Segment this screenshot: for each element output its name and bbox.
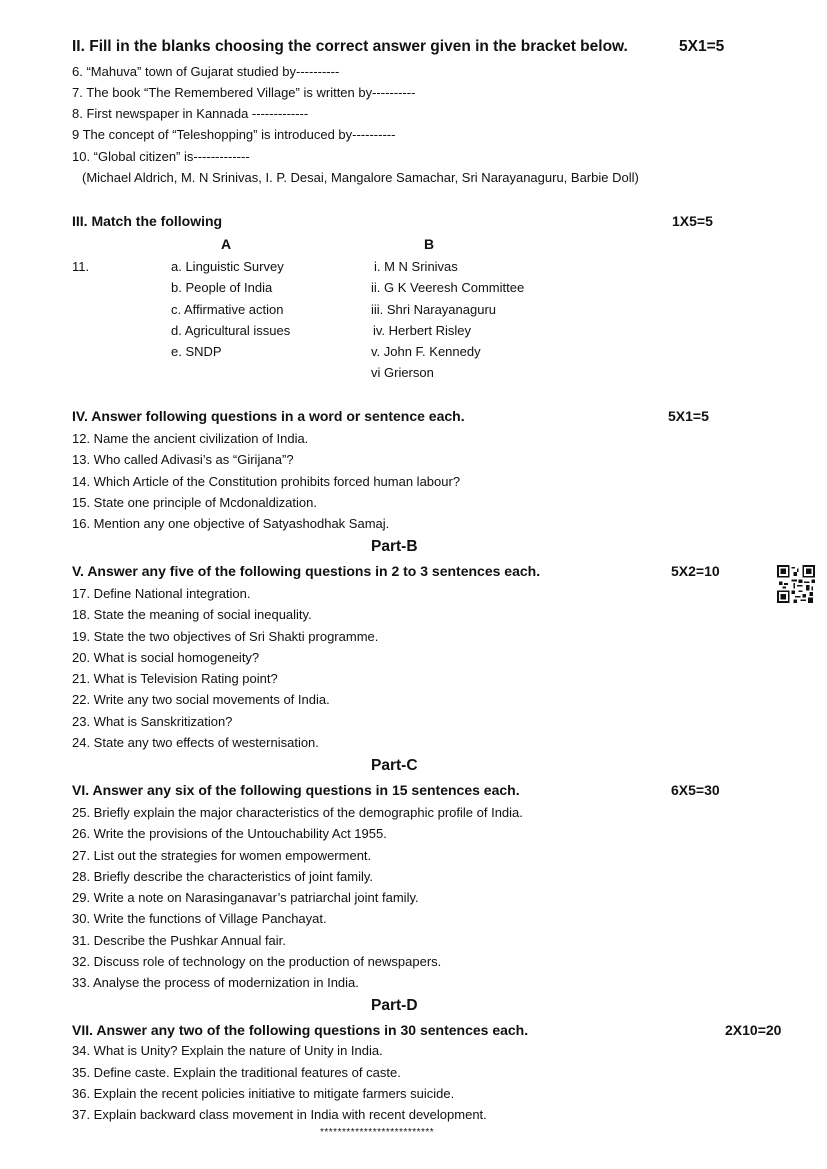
question-13: 13. Who called Adivasi’s as “Girijana”? (72, 452, 294, 467)
match-b-item: vi Grierson (371, 365, 434, 380)
question-19: 19. State the two objectives of Sri Shakti programme. (72, 629, 379, 644)
question-30: 30. Write the functions of Village Panchayat. (72, 911, 327, 926)
section-7-marks: 2X10=20 (725, 1022, 782, 1038)
part-d-heading: Part-D (371, 997, 418, 1014)
question-29: 29. Write a note on Narasinganavar’s patriarchal joint family. (72, 890, 419, 905)
section-3-title: III. Match the following (72, 213, 223, 229)
question-25: 25. Briefly explain the major characteristics of the demographic profile of India. (72, 805, 523, 820)
match-b-item: ii. G K Veeresh Committee (371, 280, 525, 295)
part-b-heading: Part-B (371, 538, 418, 555)
question-11-number: 11. (72, 259, 90, 274)
question-10: 10. “Global citizen” is------------- (72, 149, 250, 164)
question-12: 12. Name the ancient civilization of India. (72, 431, 309, 446)
section-5-marks: 5X2=10 (671, 563, 720, 579)
section-4-marks: 5X1=5 (668, 408, 709, 424)
section-3-marks: 1X5=5 (672, 213, 713, 229)
column-a-heading: A (221, 236, 232, 252)
question-17: 17. Define National integration. (72, 586, 251, 601)
section-7-title: VII. Answer any two of the following questions in 30 sentences each. (72, 1022, 529, 1038)
question-21: 21. What is Television Rating point? (72, 671, 278, 686)
question-32: 32. Discuss role of technology on the production of newspapers. (72, 954, 442, 969)
match-b-item: iii. Shri Narayanaguru (371, 302, 497, 317)
question-33: 33. Analyse the process of modernization in India. (72, 975, 359, 990)
section-5-title: V. Answer any five of the following questions in 2 to 3 sentences each. (72, 563, 541, 579)
question-8: 8. First newspaper in Kannada ------------- (72, 106, 309, 121)
question-14: 14. Which Article of the Constitution prohibits forced human labour? (72, 474, 461, 489)
match-b-item: v. John F. Kennedy (371, 344, 481, 359)
answer-options: (Michael Aldrich, M. N Srinivas, I. P. Desai, Mangalore Samachar, Sri Narayanaguru, Barbie Doll) (82, 170, 639, 185)
match-a-item: e. SNDP (171, 344, 222, 359)
question-7: 7. The book “The Remembered Village” is written by---------- (72, 85, 416, 100)
question-37: 37. Explain backward class movement in India with recent development. (72, 1107, 487, 1122)
qr-code-icon (777, 565, 815, 603)
question-26: 26. Write the provisions of the Untouchability Act 1955. (72, 826, 387, 841)
section-2-marks: 5X1=5 (679, 38, 725, 55)
question-15: 15. State one principle of Mcdonaldization. (72, 495, 317, 510)
question-28: 28. Briefly describe the characteristics of joint family. (72, 869, 374, 884)
question-16: 16. Mention any one objective of Satyashodhak Samaj. (72, 516, 390, 531)
question-31: 31. Describe the Pushkar Annual fair. (72, 933, 286, 948)
section-6-marks: 6X5=30 (671, 782, 720, 798)
question-23: 23. What is Sanskritization? (72, 714, 233, 729)
question-35: 35. Define caste. Explain the traditional features of caste. (72, 1065, 401, 1080)
match-a-item: a. Linguistic Survey (171, 259, 284, 274)
question-18: 18. State the meaning of social inequality. (72, 607, 312, 622)
question-22: 22. Write any two social movements of India. (72, 692, 330, 707)
match-b-item: i. M N Srinivas (374, 259, 458, 274)
question-27: 27. List out the strategies for women empowerment. (72, 848, 372, 863)
match-a-item: d. Agricultural issues (171, 323, 291, 338)
question-20: 20. What is social homogeneity? (72, 650, 260, 665)
footer-asterisks: ************************** (320, 1127, 435, 1138)
section-4-title: IV. Answer following questions in a word or sentence each. (72, 408, 465, 424)
question-36: 36. Explain the recent policies initiative to mitigate farmers suicide. (72, 1086, 455, 1101)
question-24: 24. State any two effects of westernisation. (72, 735, 319, 750)
section-6-title: VI. Answer any six of the following questions in 15 sentences each. (72, 782, 520, 798)
column-b-heading: B (424, 236, 435, 252)
question-9: 9 The concept of “Teleshopping” is introduced by---------- (72, 127, 396, 142)
part-c-heading: Part-C (371, 757, 418, 774)
match-b-item: iv. Herbert Risley (373, 323, 472, 338)
question-6: 6. “Mahuva” town of Gujarat studied by---------- (72, 64, 340, 79)
section-2-title: II. Fill in the blanks choosing the correct answer given in the bracket below. (72, 38, 628, 55)
question-34: 34. What is Unity? Explain the nature of Unity in India. (72, 1043, 383, 1058)
match-a-item: c. Affirmative action (171, 302, 284, 317)
match-a-item: b. People of India (171, 280, 273, 295)
